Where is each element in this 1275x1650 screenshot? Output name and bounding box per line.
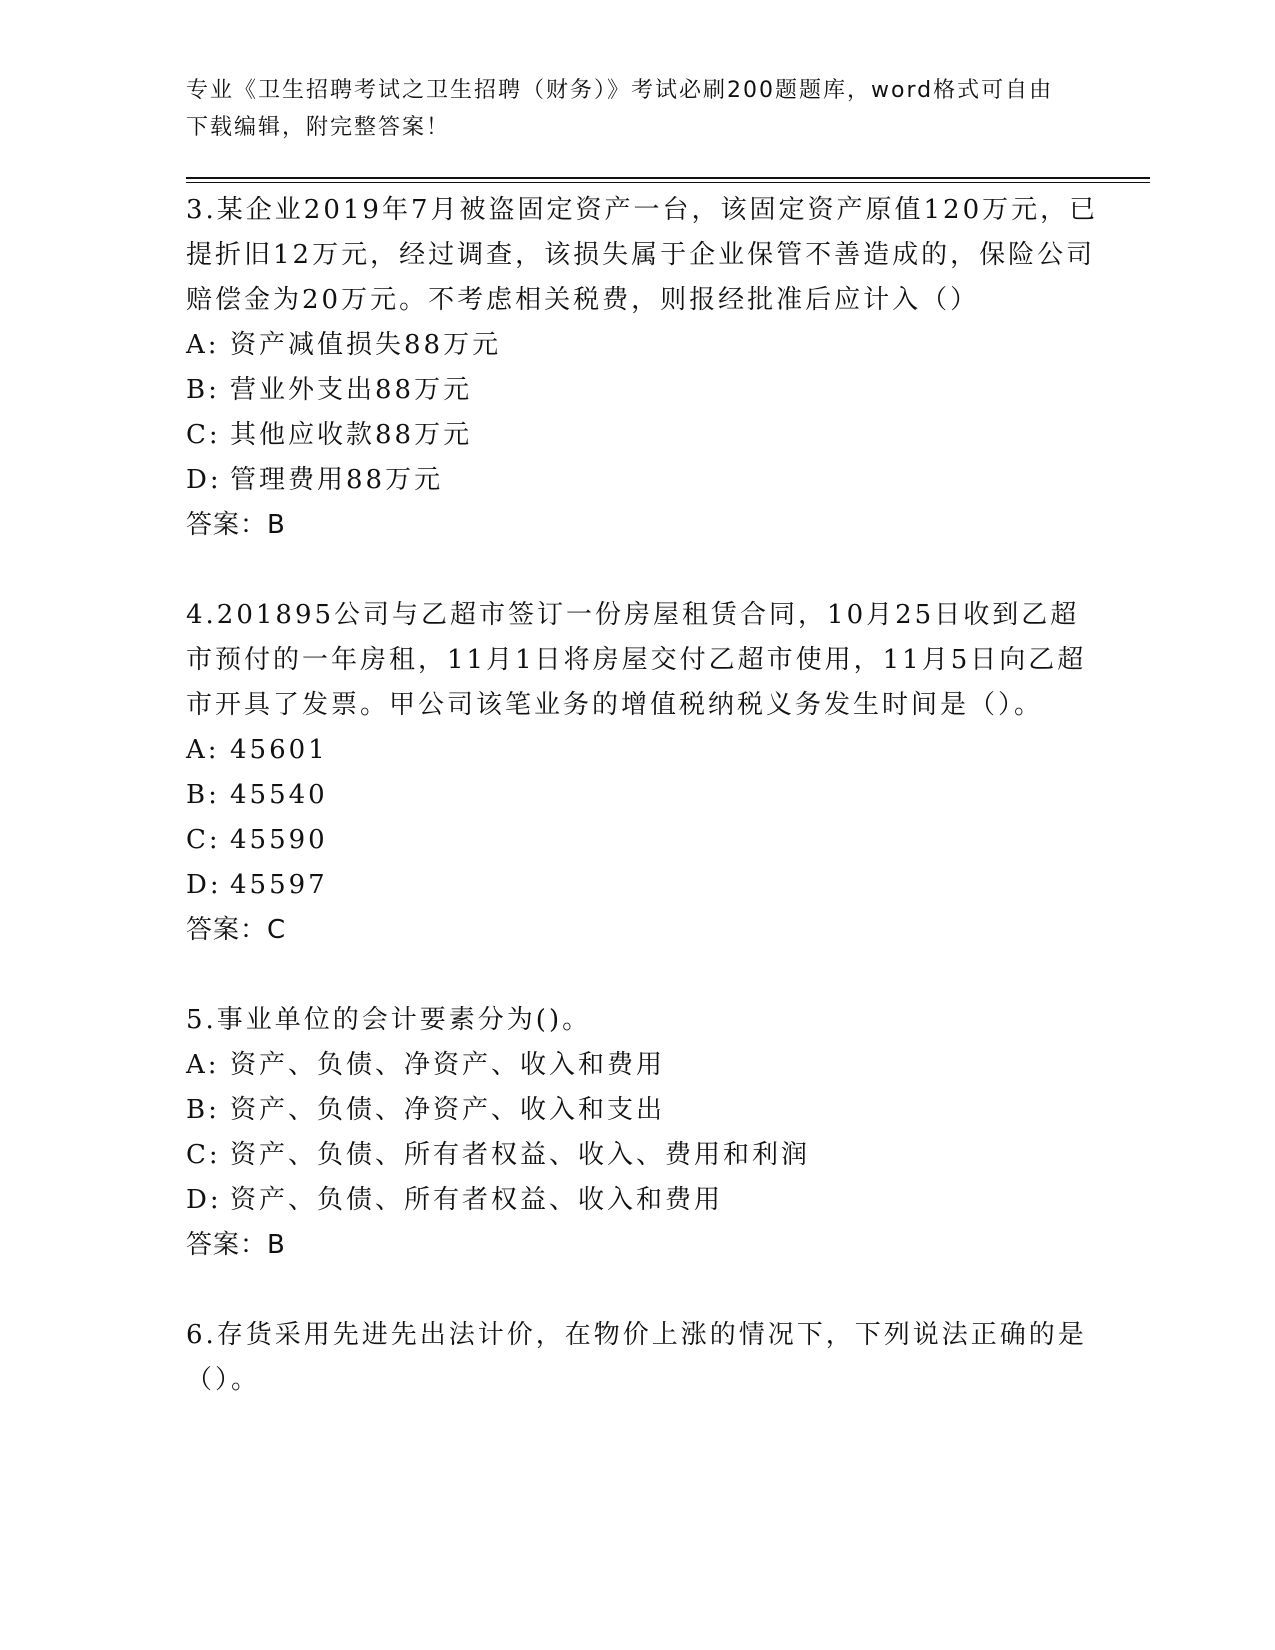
question-5	[186, 998, 1106, 1268]
document-header: 专业《卫生招聘考试之卫生招聘（财务）》考试必刷200题题库，word格式可自由下载编辑，附完整答案！	[186, 78, 1054, 140]
answer-line: 答案：C	[186, 915, 287, 945]
option-d	[186, 1178, 1106, 1223]
question-spacer	[186, 1268, 1106, 1313]
option-a	[186, 728, 1106, 773]
option-text: 其他应收款88万元	[230, 420, 473, 450]
option-text: 45590	[230, 825, 328, 855]
question-spacer	[186, 548, 1106, 593]
option-text: 45540	[230, 780, 328, 810]
option-letter: D:	[186, 1185, 222, 1215]
question-stem: 3.某企业2019年7月被盗固定资产一台，该固定资产原值120万元，已提折旧12万元，经过调查，该损失属于企业保管不善造成的，保险公司赔偿金为20万元。不考虑相关税费，则报经批准后应计入（）	[186, 195, 1099, 315]
option-letter: C:	[186, 825, 221, 855]
option-letter: A:	[186, 330, 220, 360]
question-stem: 4.201895公司与乙超市签订一份房屋租赁合同，10月25日收到乙超市预付的一年房租，11月1日将房屋交付乙超市使用，11月5日向乙超市开具了发票。甲公司该笔业务的增值税纳税义务发生时间是（）。	[186, 600, 1087, 720]
answer-line: 答案：B	[186, 1230, 286, 1260]
option-a	[186, 323, 1106, 368]
question-stem: 5.事业单位的会计要素分为()。	[186, 1005, 592, 1035]
option-text: 45597	[230, 870, 328, 900]
option-c	[186, 413, 1106, 458]
option-letter: D:	[186, 870, 222, 900]
question-3	[186, 188, 1106, 548]
answer-line: 答案：B	[186, 510, 286, 540]
option-b	[186, 368, 1106, 413]
option-b	[186, 773, 1106, 818]
option-letter: C:	[186, 1140, 221, 1170]
option-text: 营业外支出88万元	[230, 375, 473, 405]
question-spacer	[186, 953, 1106, 998]
option-c	[186, 1133, 1106, 1178]
option-text: 资产减值损失88万元	[230, 330, 502, 360]
option-text: 资产、负债、所有者权益、收入和费用	[230, 1185, 724, 1215]
option-letter: B:	[186, 780, 220, 810]
option-letter: C:	[186, 420, 221, 450]
option-d	[186, 863, 1106, 908]
question-stem: 6.存货采用先进先出法计价，在物价上涨的情况下，下列说法正确的是（）。	[186, 1320, 1087, 1395]
option-text: 管理费用88万元	[230, 465, 444, 495]
option-text: 资产、负债、净资产、收入和支出	[230, 1095, 666, 1125]
option-letter: B:	[186, 1095, 220, 1125]
option-letter: B:	[186, 375, 220, 405]
header-divider-thin	[186, 182, 1150, 183]
option-letter: A:	[186, 1050, 220, 1080]
question-4	[186, 593, 1106, 953]
header-divider-thick	[186, 177, 1150, 179]
option-b	[186, 1088, 1106, 1133]
option-c	[186, 818, 1106, 863]
option-text: 资产、负债、所有者权益、收入、费用和利润	[230, 1140, 811, 1170]
option-letter: D:	[186, 465, 222, 495]
option-text: 资产、负债、净资产、收入和费用	[230, 1050, 666, 1080]
question-list	[186, 188, 1106, 1403]
option-d	[186, 458, 1106, 503]
option-letter: A:	[186, 735, 220, 765]
question-6	[186, 1313, 1106, 1403]
option-text: 45601	[230, 735, 328, 765]
option-a	[186, 1043, 1106, 1088]
